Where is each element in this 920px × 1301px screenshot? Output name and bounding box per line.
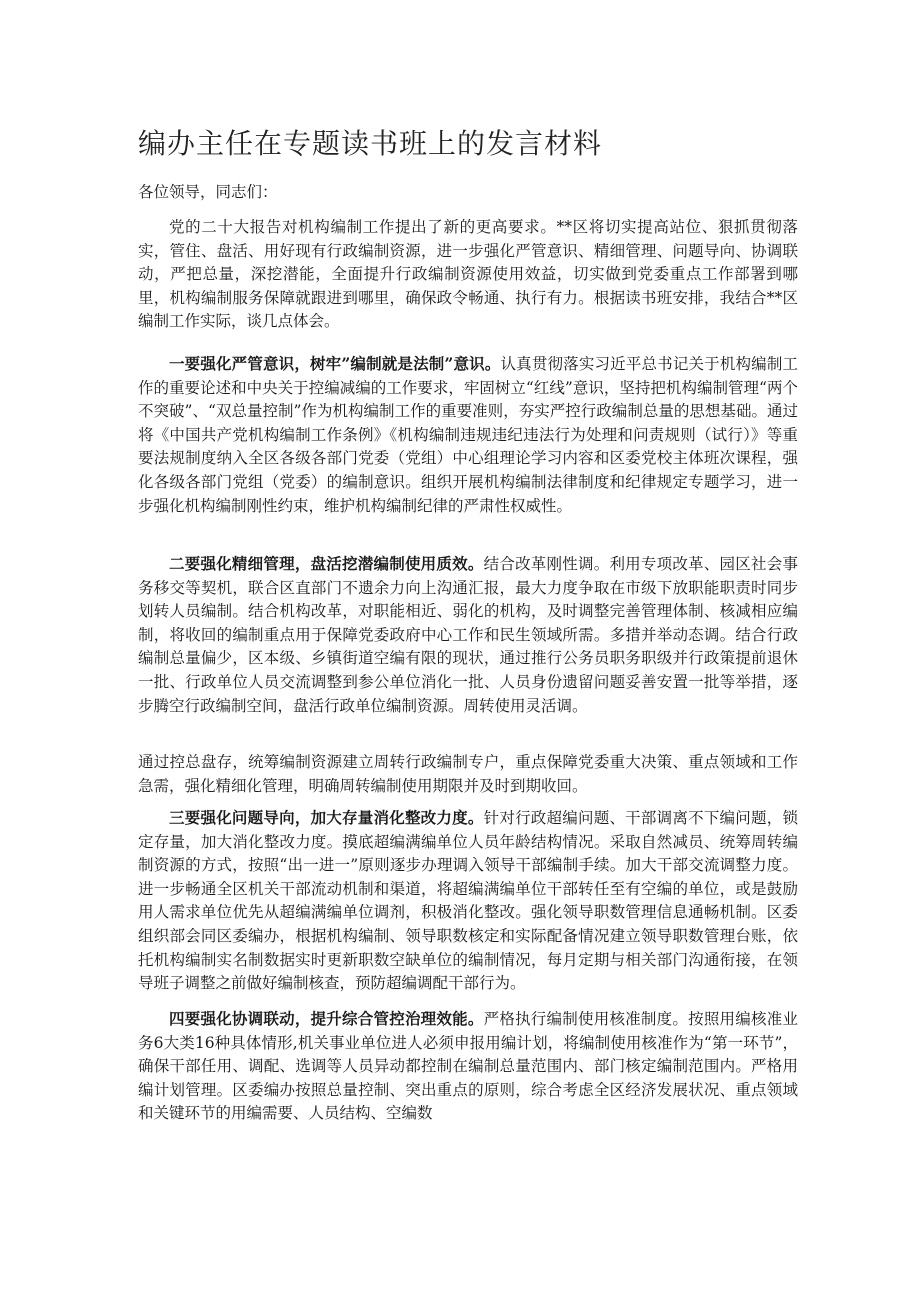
point-one-body: 认真贯彻落实习近平总书记关于机构编制工作的重要论述和中央关于控编减编的工作要求，牢固树立“红线”意识，坚持把机构编制管理“两个不突破”、“双总量控制”作为机构编制工作的重要准则，夯实严控行政编制总量的思想基础。通过将《中国共产党机构编制工作条例》《机构编制违规违纪违法行为处理和问责规则（试行）》等重要法规制度纳入全区各级各部门党委（党组）中心组理论学习内容和区委党校主体班次课程，强化各级各部门党组（党委）的编制意识。组织开展机构编制法律制度和纪律规定专题学习，进一步强化机构编制刚性约束，维护机构编制纪律的严肃性权威性。 [138,355,798,515]
paragraph-point-four [138,1007,798,1126]
paragraph-point-two [138,552,798,718]
point-four-body: 严格执行编制使用核准制度。按照用编核准业务6大类16种具体情形,机关事业单位进人必须申报用编计划，将编制使用核准作为“第一环节”，确保干部任用、调配、选调等人员异动都控制在编制总量范围内、部门核定编制范围内。严格用编计划管理。区委编办按照总量控制、突出重点的原则，综合考虑全区经济发展状况、重点领域和关键环节的用编需要、人员结构、空编数 [138,1010,798,1123]
paragraph-point-three [138,806,798,996]
point-two-body: 结合改革刚性调。利用专项改革、园区社会事务移交等契机，联合区直部门不遗余力向上沟通汇报，最大力度争取在市级下放职能职责时同步划转人员编制。结合机构改革，对职能相近、弱化的机构，及时调整完善管理体制、核减相应编制，将收回的编制重点用于保障党委政府中心工作和民生领域所需。多措并举动态调。结合行政编制总量偏少，区本级、乡镇街道空编有限的现状，通过推行公务员职务职级并行政策提前退休一批、行政单位人员交流调整到参公单位消化一批、人员身份遗留问题妥善安置一批等举措，逐步腾空行政编制空间，盘活行政单位编制资源。周转使用灵活调。 [138,555,798,715]
document-title: 编办主任在专题读书班上的发言材料 [138,127,603,160]
point-three-body: 针对行政超编问题、干部调离不下编问题，锁定存量，加大消化整改力度。摸底超编满编单位人员年龄结构情况。采取自然减员、统筹周转编制资源的方式，按照“出一进一”原则逐步办理调入领导干部编制手续。加大干部交流调整力度。进一步畅通全区机关干部流动机制和渠道，将超编满编单位干部转任至有空编的单位，或是鼓励用人需求单位优先从超编满编单位调剂，积极消化整改。强化领导职数管理信息通畅机制。区委组织部会同区委编办，根据机构编制、领导职数核定和实际配备情况建立领导职数管理台账，依托机构编制实名制数据实时更新职数空缺单位的编制情况，每月定期与相关部门沟通衔接，在领导班子调整之前做好编制核查，预防超编调配干部行为。 [138,809,798,993]
paragraph-point-one [138,352,798,518]
point-four-heading: 四要强化协调联动，提升综合管控治理效能。 [169,1009,484,1028]
salutation: 各位领导，同志们： [138,183,278,201]
point-three-heading: 三要强化问题导向，加大存量消化整改力度。 [169,808,484,827]
paragraph-intro: 党的二十大报告对机构编制工作提出了新的更高要求。**区将切实提高站位、狠抓贯彻落实，管住、盘活、用好现有行政编制资源，进一步强化严管意识、精细管理、问题导向、协调联动，严把总量，深挖潜能，全面提升行政编制资源使用效益，切实做到党委重点工作部署到哪里，机构编制服务保障就跟进到哪里，确保政令畅通、执行有力。根据读书班安排，我结合**区编制工作实际，谈几点体会。 [138,218,798,331]
point-one-heading: 一要强化严管意识，树牢”编制就是法制”意识。 [169,354,501,373]
paragraph-point-two-continued: 通过控总盘存，统筹编制资源建立周转行政编制专户，重点保障党委重大决策、重点领域和工作急需，强化精细化管理，明确周转编制使用期限并及时到期收回。 [138,753,798,795]
point-two-heading: 二要强化精细管理，盘活挖潜编制使用质效。 [169,554,484,573]
